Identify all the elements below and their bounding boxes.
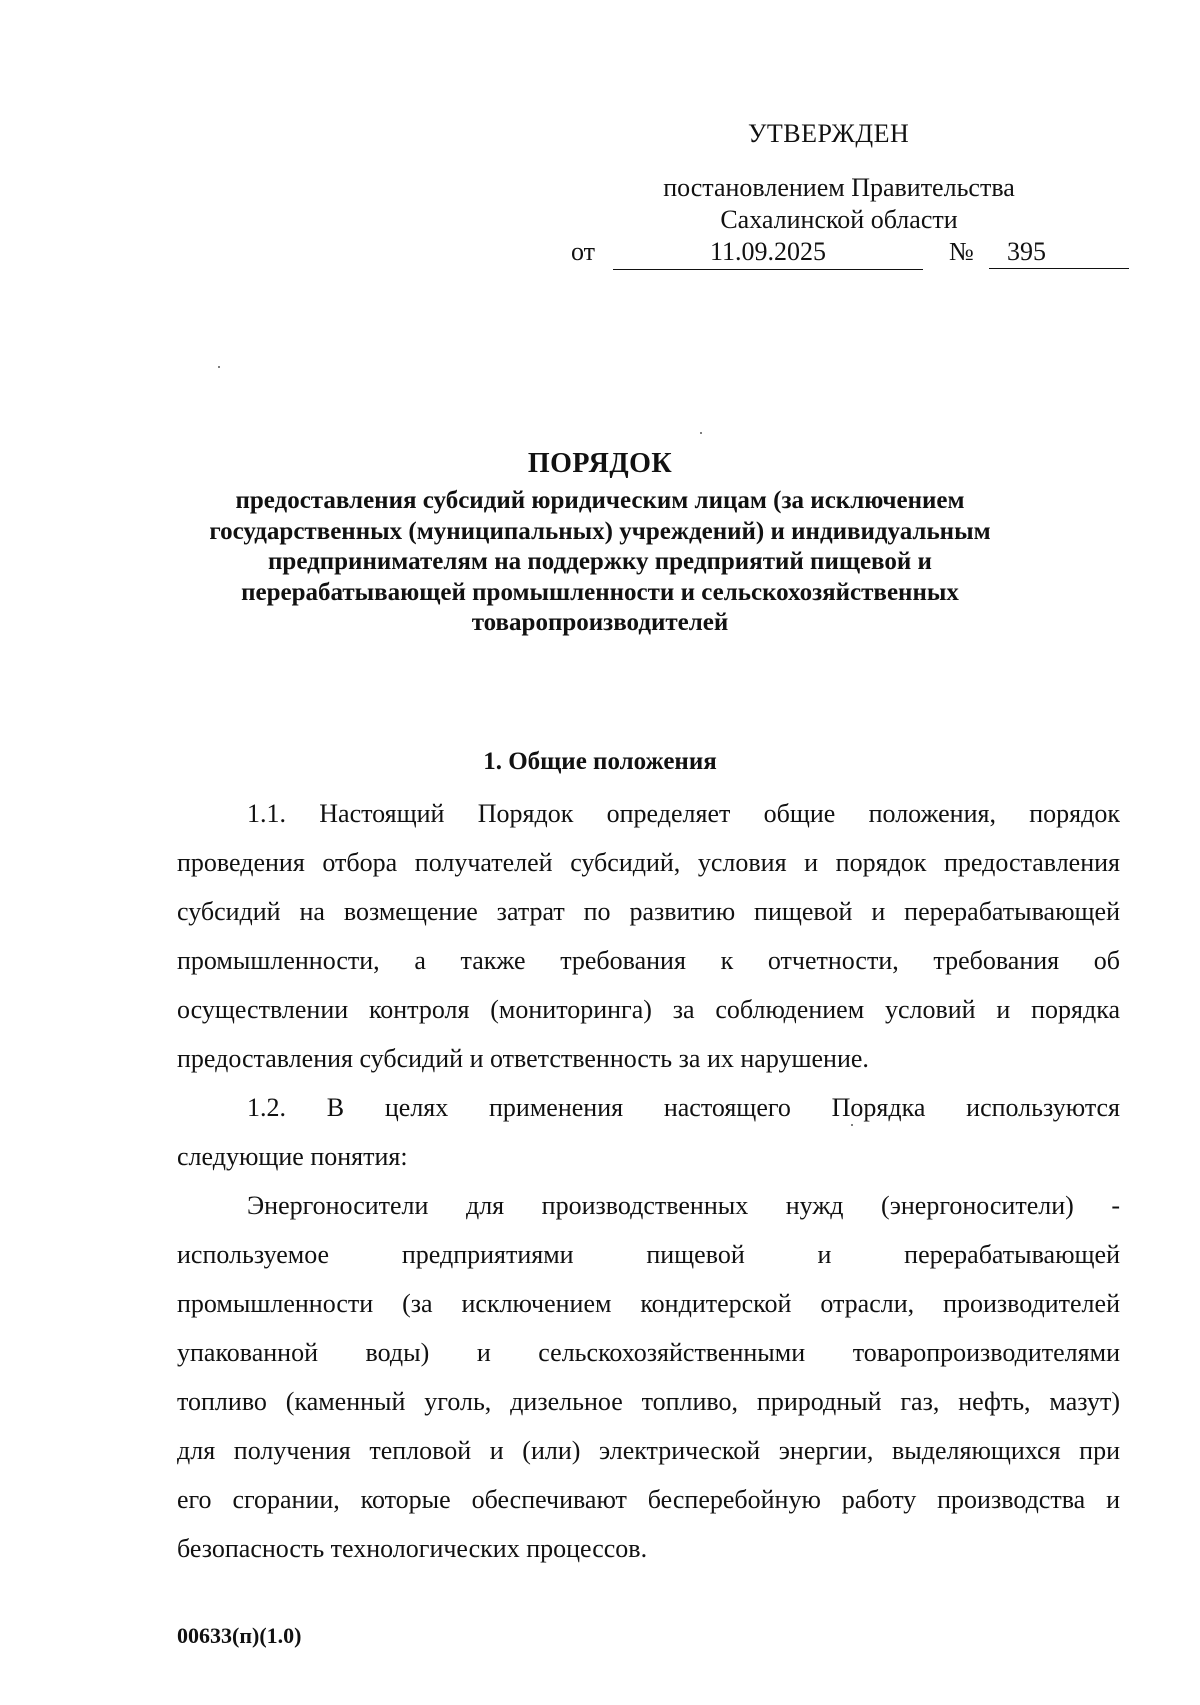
section-heading: 1. Общие положения: [483, 748, 717, 775]
title-main: ПОРЯДОК: [527, 448, 673, 479]
paragraph-line: 1.1. Настоящий Порядок определяет общие положения, порядок: [247, 799, 1120, 828]
paragraph-line: для получения тепловой и (или) электрической энергии, выделяющихся при: [177, 1436, 1120, 1465]
scan-speck: [218, 366, 220, 368]
body-text: [177, 789, 1120, 1573]
paragraph-line: используемое предприятиями пищевой и перерабатывающей: [177, 1240, 1120, 1269]
paragraph-line: осуществлении контроля (мониторинга) за соблюдением условий и порядка: [177, 995, 1120, 1024]
number-sign: №: [949, 237, 974, 266]
document-code: 00633(п)(1.0): [177, 1623, 302, 1648]
document-title: [150, 446, 1050, 639]
scan-speck: [700, 432, 702, 434]
from-label: от: [571, 237, 596, 266]
decree-number: 395: [989, 236, 1129, 269]
decree-reference: [649, 172, 1029, 236]
decree-line-1: постановлением Правительства: [663, 173, 1015, 202]
paragraph-line: безопасность технологических процессов.: [177, 1534, 648, 1563]
paragraph-line: его сгорании, которые обеспечивают бесперебойную работу производства и: [177, 1485, 1120, 1514]
paragraph-line: 1.2. В целях применения настоящего Порядка используются: [247, 1093, 1120, 1122]
paragraph-line: промышленности (за исключением кондитерской отрасли, производителей: [177, 1289, 1120, 1318]
decree-line-2: Сахалинской области: [720, 205, 958, 234]
paragraph-line: Энергоносители для производственных нужд (энергоносители) -: [247, 1191, 1120, 1220]
title-line: товаропроизводителей: [471, 609, 729, 636]
approved-label: УТВЕРЖДЕН: [748, 119, 910, 148]
paragraph-line: упакованной воды) и сельскохозяйственными товаропроизводителями: [177, 1338, 1120, 1367]
title-line: государственных (муниципальных) учреждений) и индивидуальным: [209, 517, 991, 545]
title-line: предпринимателям на поддержку предприятий пищевой и: [268, 548, 932, 575]
title-subtitle: [150, 486, 1050, 639]
paragraph-line: предоставления субсидий и ответственность за их нарушение.: [177, 1044, 869, 1073]
paragraph-line: топливо (каменный уголь, дизельное топливо, природный газ, нефть, мазут): [177, 1387, 1120, 1416]
paragraph-line: субсидий на возмещение затрат по развитию пищевой и перерабатывающей: [177, 897, 1120, 926]
decree-date-number-line: [571, 236, 1111, 270]
paragraph-line: следующие понятия:: [177, 1142, 408, 1171]
title-line: перерабатывающей промышленности и сельскохозяйственных: [241, 578, 959, 606]
paragraph-line: проведения отбора получателей субсидий, условия и порядок предоставления: [177, 848, 1120, 877]
title-line: предоставления субсидий юридическим лицам (за исключением: [235, 487, 965, 514]
decree-date: 11.09.2025: [613, 236, 923, 270]
paragraph-line: промышленности, а также требования к отчетности, требования об: [177, 946, 1120, 975]
